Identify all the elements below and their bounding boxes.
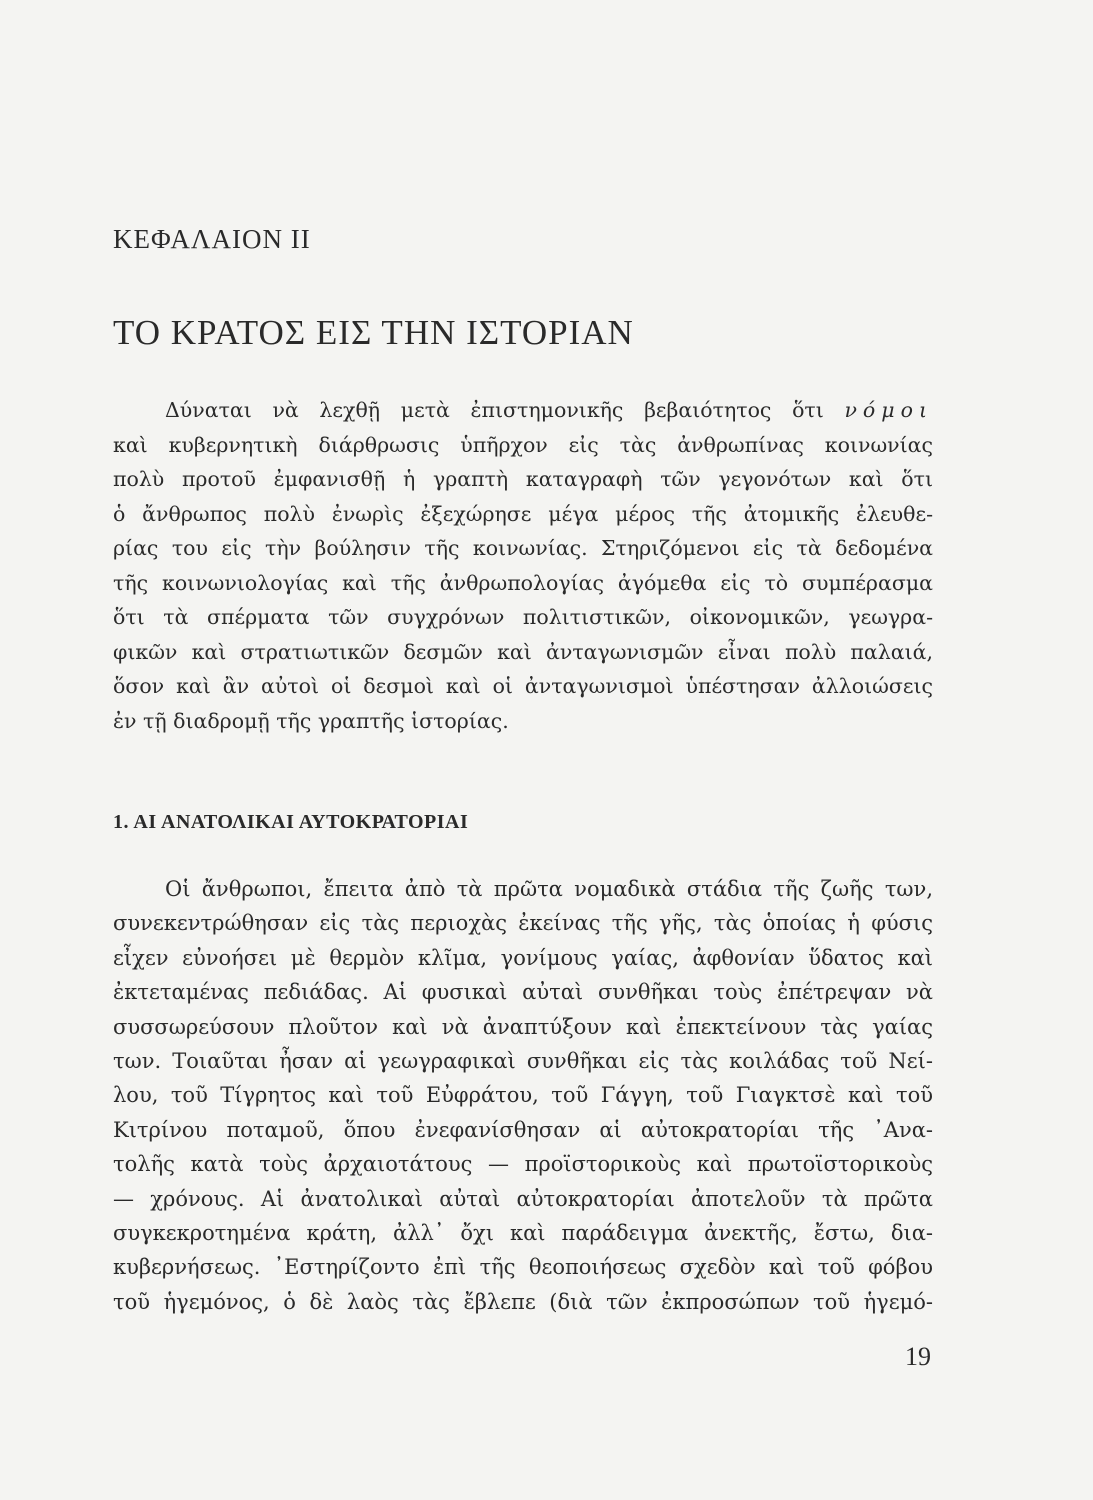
text-line: — χρόνους. Αἱ ἀνατολικαὶ αὐταὶ αὐτοκρατορίαι ἀποτελοῦν τὰ πρῶτα — [113, 1186, 933, 1211]
emphasized-word: νόμοι — [844, 398, 933, 422]
text-line: πολὺ προτοῦ ἐμφανισθῇ ἡ γραπτὴ καταγραφὴ τῶν γεγονότων καὶ ὅτι — [113, 467, 933, 491]
section-paragraph — [113, 872, 933, 1319]
text-line: τολῆς κατὰ τοὺς ἀρχαιοτάτους — προϊστορικοὺς καὶ πρωτοϊστορικοὺς — [113, 1152, 933, 1177]
text-line: Κιτρίνου ποταμοῦ, ὅπου ἐνεφανίσθησαν αἱ αὐτοκρατορίαι τῆς ᾿Ανα- — [113, 1117, 933, 1142]
text-line: κυβερνήσεως. ᾿Εστηρίζοντο ἐπὶ τῆς θεοποιήσεως σχεδὸν καὶ τοῦ φόβου — [113, 1255, 933, 1280]
text-line: τοῦ ἡγεμόνος, ὁ δὲ λαὸς τὰς ἔβλεπε (διὰ τῶν ἐκπροσώπων τοῦ ἡγεμό- — [113, 1289, 933, 1314]
section-heading: 1. ΑΙ ΑΝΑΤΟΛΙΚΑΙ ΑΥΤΟΚΡΑΤΟΡΙΑΙ — [113, 811, 469, 833]
chapter-label: ΚΕΦΑΛΑΙΟΝ ΙΙ — [113, 224, 311, 254]
text-line: ὅσον καὶ ἂν αὐτοὶ οἱ δεσμοὶ καὶ οἱ ἀνταγωνισμοὶ ὑπέστησαν ἀλλοιώσεις — [113, 674, 933, 698]
text-line: ὁ ἄνθρωπος πολὺ ἐνωρὶς ἐξεχώρησε μέγα μέρος τῆς ἀτομικῆς ἐλευθε- — [113, 501, 933, 526]
text-line: ἐκτεταμένας πεδιάδας. Αἱ φυσικαὶ αὐταὶ συνθῆκαι τοὺς ἐπέτρεψαν νὰ — [113, 980, 933, 1005]
text-line: καὶ κυβερνητικὴ διάρθρωσις ὑπῆρχον εἰς τὰς ἀνθρωπίνας κοινωνίας — [113, 432, 933, 457]
text-line: φικῶν καὶ στρατιωτικῶν δεσμῶν καὶ ἀνταγωνισμῶν εἶναι πολὺ παλαιά, — [113, 639, 933, 664]
text-line: συγκεκροτημένα κράτη, ἀλλ᾿ ὄχι καὶ παράδειγμα ἀνεκτῆς, ἔστω, δια- — [113, 1220, 933, 1245]
text-line: ρίας του εἰς τὴν βούλησιν τῆς κοινωνίας. Στηριζόμενοι εἰς τὰ δεδομένα — [113, 536, 933, 560]
text-line: τῆς κοινωνιολογίας καὶ τῆς ἀνθρωπολογίας ἀγόμεθα εἰς τὸ συμπέρασμα — [113, 570, 933, 595]
text-line: λου, τοῦ Τίγρητος καὶ τοῦ Εὐφράτου, τοῦ Γάγγη, τοῦ Γιαγκτσὲ καὶ τοῦ — [113, 1083, 933, 1108]
text-line: ὅτι τὰ σπέρματα τῶν συγχρόνων πολιτιστικῶν, οἰκονομικῶν, γεωγρα- — [113, 605, 933, 629]
text-line: συσσωρεύσουν πλοῦτον καὶ νὰ ἀναπτύξουν καὶ ἐπεκτείνουν τὰς γαίας — [113, 1014, 933, 1039]
text-line: Οἱ ἄνθρωποι, ἔπειτα ἀπὸ τὰ πρῶτα νομαδικὰ στάδια τῆς ζωῆς των, — [165, 877, 933, 901]
text-line: εἶχεν εὐνοήσει μὲ θερμὸν κλῖμα, γονίμους γαίας, ἀφθονίαν ὕδατος καὶ — [113, 945, 933, 970]
text-line: των. Τοιαῦται ἦσαν αἱ γεωγραφικαὶ συνθῆκαι εἰς τὰς κοιλάδας τοῦ Νεί- — [113, 1048, 933, 1073]
intro-paragraph — [113, 393, 933, 738]
text-line: ἐν τῇ διαδρομῇ τῆς γραπτῆς ἱστορίας. — [113, 708, 509, 733]
chapter-title: ΤΟ ΚΡΑΤΟΣ ΕΙΣ ΤΗΝ ΙΣΤΟΡΙΑΝ — [113, 313, 634, 352]
page-number: 19 — [905, 1342, 931, 1371]
text-line — [113, 393, 933, 428]
text-line-start: Δύναται νὰ λεχθῇ μετὰ ἐπιστημονικῆς βεβαιότητος ὅτι — [165, 398, 824, 422]
text-line: συνεκεντρώθησαν εἰς τὰς περιοχὰς ἐκείνας τῆς γῆς, τὰς ὁποίας ἡ φύσις — [113, 911, 933, 936]
